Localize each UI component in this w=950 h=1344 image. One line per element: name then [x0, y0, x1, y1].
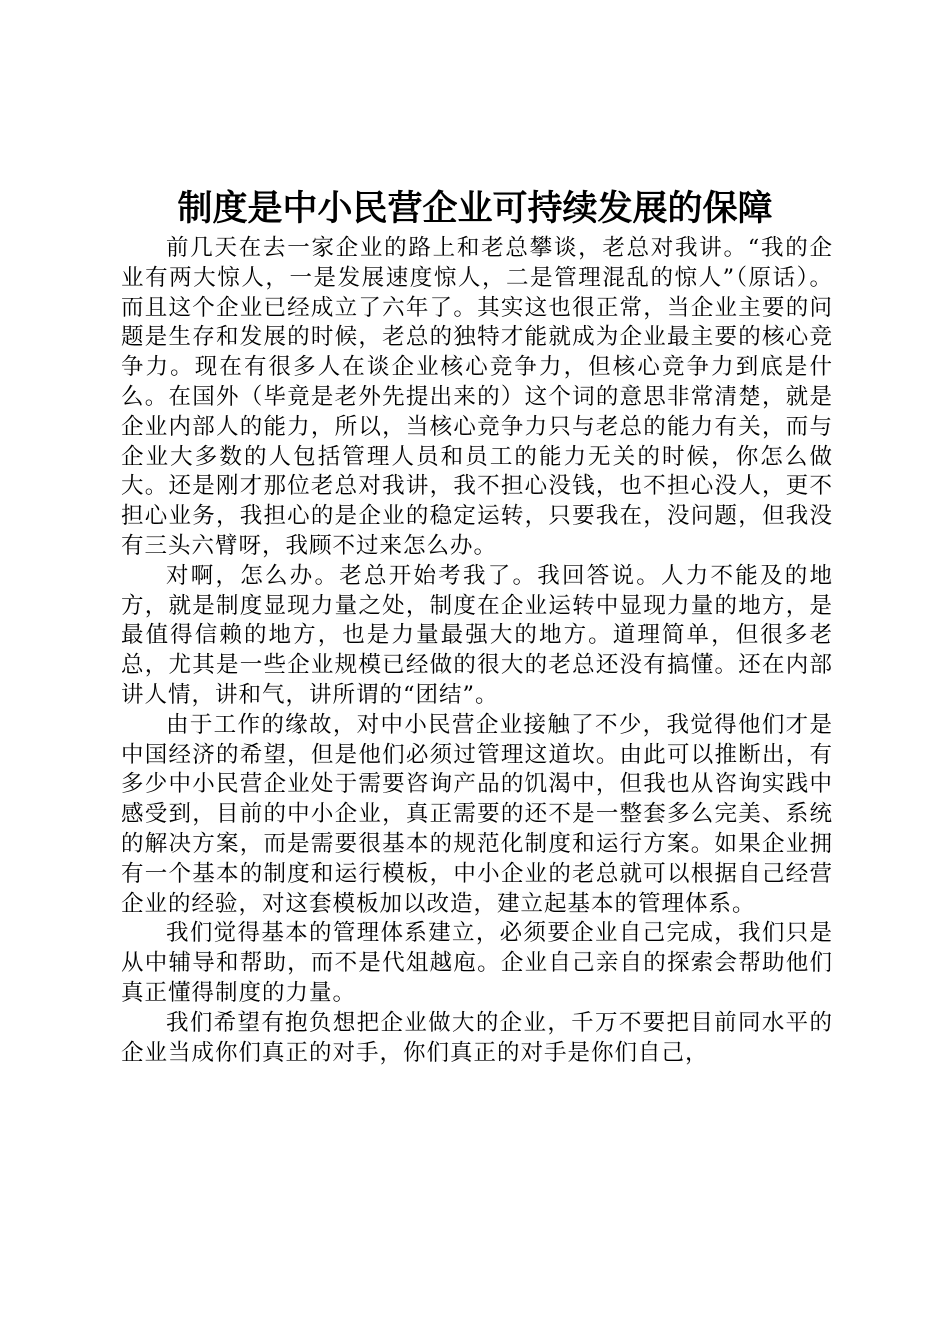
paragraph-3: 由于工作的缘故，对中小民营企业接触了不少，我觉得他们才是中国经济的希望，但是他们必须过管理这道坎。由此可以推断出，有多少中小民营企业处于需要咨询产品的饥渴中，但我也从咨询实践中感受到，目前的中小企业，真正需要的还不是一整套多么完美、系统的解决方案，而是需要很基本的规范化制度和运行方案。如果企业拥有一个基本的制度和运行模板，中小企业的老总就可以根据自己经营企业的经验，对这套模板加以改造，建立起基本的管理体系。: [121, 711, 833, 917]
paragraph-2: 对啊，怎么办。老总开始考我了。我回答说。人力不能及的地方，就是制度显现力量之处，制度在企业运转中显现力量的地方，是最值得信赖的地方，也是力量最强大的地方。道理简单，但很多老总，尤其是一些企业规模已经做的很大的老总还没有搞懂。还在内部讲人情，讲和气，讲所谓的“团结”。: [121, 562, 833, 708]
paragraph-4: 我们觉得基本的管理体系建立，必须要企业自己完成，我们只是从中辅导和帮助，而不是代俎越庖。企业自己亲自的探索会帮助他们真正懂得制度的力量。: [121, 920, 833, 1006]
paragraph-1: 前几天在去一家企业的路上和老总攀谈，老总对我讲。“我的企业有两大惊人，一是发展速度惊人，二是管理混乱的惊人”（原话）。而且这个企业已经成立了六年了。其实这也很正常，当企业主要的问题是生存和发展的时候，老总的独特才能就成为企业最主要的核心竞争力。现在有很多人在谈企业核心竞争力，但核心竞争力到底是什么。在国外（毕竟是老外先提出来的）这个词的意思非常清楚，就是企业内部人的能力，所以，当核心竞争力只与老总的能力有关，而与企业大多数的人包括管理人员和员工的能力无关的时候，你怎么做大。还是刚才那位老总对我讲，我不担心没钱，也不担心没人，更不担心业务，我担心的是企业的稳定运转，只要我在，没问题，但我没有三头六臂呀，我顾不过来怎么办。: [121, 235, 833, 559]
paragraph-5: 我们希望有抱负想把企业做大的企业，千万不要把目前同水平的企业当成你们真正的对手，你们真正的对手是你们自己，: [121, 1009, 833, 1066]
document-body: [121, 234, 833, 1068]
document-title: 制度是中小民营企业可持续发展的保障: [177, 189, 773, 229]
